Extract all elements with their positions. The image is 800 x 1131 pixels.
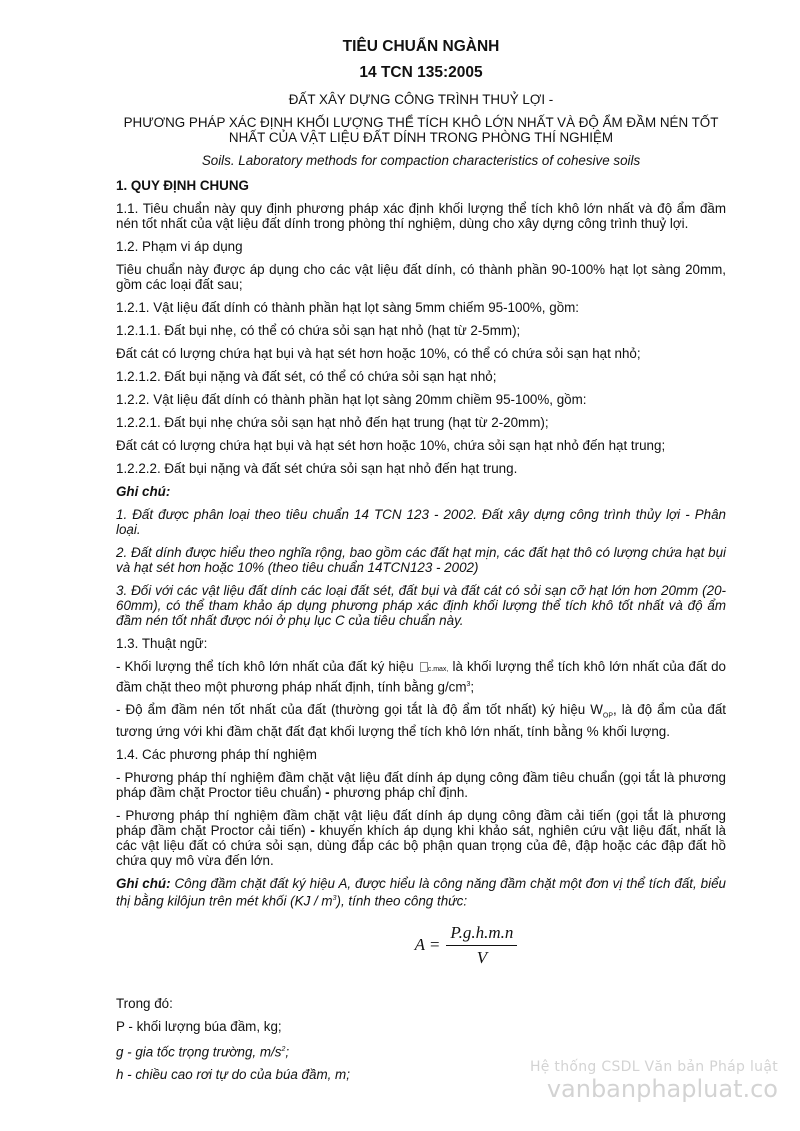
paragraph-1-2-1-2: 1.2.1.2. Đất bụi nặng và đất sét, có thể có chứa sỏi sạn hạt nhỏ; — [116, 369, 497, 384]
method-2-text-b: khuyến khích áp dụng khi khảo sát, nghiên cứu vật liệu đất, nhất là các vật liệu đất có chứa sỏi sạn, dùng đắp các bộ phận quan trọng của đê, đập hoặc các đập đất hồ chứa quy mô vừa đến lớn. — [116, 823, 726, 869]
method-2-dash: - — [310, 823, 315, 839]
subtitle-field: ĐẤT XÂY DỰNG CÔNG TRÌNH THUỶ LỢI - — [288, 92, 554, 107]
document-title: TIÊU CHUẨN NGÀNH — [342, 38, 500, 55]
method-standard — [116, 770, 726, 800]
watermark — [530, 1059, 778, 1103]
paragraph-1-2-2-1: 1.2.2.1. Đất bụi nhẹ chứa sỏi sạn hạt nhỏ đến hạt trung (hạt từ 2-20mm); — [116, 415, 549, 430]
watermark-line-1: Hệ thống CSDL Văn bản Pháp luật — [529, 1059, 778, 1075]
notes-heading: Ghi chú: — [116, 484, 171, 499]
watermark-line-2: vanbanphapluat.co — [546, 1075, 778, 1103]
method-modified — [116, 808, 726, 868]
term-1-text-a: - Khối lượng thể tích khô lớn nhất của đất ký hiệu — [116, 659, 418, 674]
formula-lhs: A = — [414, 935, 441, 955]
term-2-text-b: , là độ ẩm của đất tương ứng với khi đầm chặt đất đạt khối lượng thể tích khô lớn nhất, tính bằng % khối lượng. — [116, 702, 726, 740]
paragraph-1-1: 1.1. Tiêu chuẩn này quy định phương pháp xác định khối lượng thể tích khô lớn nhất và độ ẩm đầm nén tốt nhất của vật liệu đất dính trong phòng thí nghiệm, dùng cho xây dựng công trình thuỷ lợi. — [116, 201, 726, 231]
method-2-text-a: - Phương pháp thí nghiệm đầm chặt vật liệu đất dính áp dụng công đầm cải tiến (gọi tắt là phương pháp đầm chặt Proctor cải tiến) — [116, 808, 726, 839]
paragraph-sand-2: Đất cát có lượng chứa hạt bụi và hạt sét hơn hoặc 10%, chứa sỏi sạn hạt nhỏ đến hạt trung; — [116, 438, 666, 453]
method-note-label: Ghi chú: — [116, 876, 171, 892]
term-1-subscript: c.max, — [427, 666, 449, 673]
formula-denominator: V — [476, 947, 488, 967]
document-page — [116, 38, 726, 1090]
term-dry-density — [116, 659, 726, 694]
standard-code: 14 TCN 135:2005 — [359, 64, 483, 81]
method-note — [116, 876, 726, 908]
section-heading-1: 1. QUY ĐỊNH CHUNG — [116, 178, 249, 193]
methods-heading: 1.4. Các phương pháp thí nghiệm — [116, 747, 317, 763]
method-note-text-a: Công đầm chặt đất ký hiệu A, được hiểu là công năng đầm chặt một đơn vị thể tích đất, biểu thị bằng kilôjun trên mét khối (KJ / m — [116, 876, 726, 909]
method-1-text-a: - Phương pháp thí nghiệm đầm chặt vật liệu đất dính áp dụng công đầm tiêu chuẩn (gọi tắt là phương pháp đầm chặt Proctor tiêu chuẩn) — [116, 770, 726, 801]
paragraph-1-2-body: Tiêu chuẩn này được áp dụng cho các vật liệu đất dính, có thành phần 90-100% hạt lọt sàng 20mm, gồm các loại đất sau; — [116, 262, 726, 292]
density-symbol-icon — [420, 662, 428, 672]
term-2-text-a: - Độ ẩm đầm nén tốt nhất của đất (thường gọi tắt là độ ẩm tốt nhất) ký hiệu W — [116, 702, 603, 718]
method-note-text-b: ), tính theo công thức: — [336, 893, 468, 909]
where-g — [116, 1042, 726, 1059]
paragraph-1-2: 1.2. Phạm vi áp dụng — [116, 239, 243, 254]
term-optimal-moisture — [116, 702, 726, 739]
note-1: 1. Đất được phân loại theo tiêu chuẩn 14 TCN 123 - 2002. Đất xây dựng công trình thủy lợi - Phân loại. — [116, 507, 726, 537]
formula-fraction — [446, 923, 517, 968]
where-h: h - chiều cao rơi tự do của búa đầm, m; — [116, 1067, 350, 1083]
method-note-superscript: 3 — [332, 895, 337, 903]
method-1-text-b: phương pháp chỉ định. — [329, 785, 468, 801]
term-1-text-b: là khối lượng thể tích khô lớn nhất của đất do đầm chặt theo một phương pháp nhất định, tính bằng g/cm — [116, 659, 726, 695]
where-g-text-a: g - gia tốc trọng trường, m/s — [116, 1044, 282, 1060]
method-1-dash: - — [325, 785, 330, 801]
where-g-superscript: 2 — [281, 1045, 286, 1053]
paragraph-sand-1: Đất cát có lượng chứa hạt bụi và hạt sét hơn hoặc 10%, có thể có chứa sỏi sạn hạt nhỏ; — [116, 346, 641, 361]
paragraph-1-2-2: 1.2.2. Vật liệu đất dính có thành phần hạt lọt sàng 20mm chiềm 95-100%, gồm: — [116, 392, 587, 407]
subtitle-method: PHƯƠNG PHÁP XÁC ĐỊNH KHỐI LƯỢNG THỂ TÍCH KHÔ LỚN NHẤT VÀ ĐỘ ẨM ĐẦM NÉN TỐT NHẤT CỦA VẬT LIỆU ĐẤT DÍNH TRONG PHÒNG THÍ NGHIỆM — [123, 115, 719, 145]
note-2: 2. Đất dính được hiểu theo nghĩa rộng, bao gồm các đất hạt mịn, các đất hạt thô có lượng chứa hạt bụi và hạt sét hơn hoặc 10% (theo tiêu chuẩn 14TCN123 - 2002) — [116, 545, 726, 575]
term-2-subscript: OP — [602, 713, 614, 721]
where-g-text-b: ; — [285, 1044, 290, 1060]
paragraph-1-2-2-2: 1.2.2.2. Đất bụi nặng và đất sét chứa sỏi sạn hạt nhỏ đến hạt trung. — [116, 461, 518, 476]
term-1-superscript: 3 — [466, 681, 471, 688]
where-p: P - khối lượng búa đầm, kg; — [116, 1018, 282, 1034]
paragraph-1-2-1: 1.2.1. Vật liệu đất dính có thành phần hạt lọt sàng 5mm chiếm 95-100%, gồm: — [116, 300, 580, 315]
term-1-end: ; — [470, 679, 475, 695]
paragraph-1-2-1-1: 1.2.1.1. Đất bụi nhẹ, có thể có chứa sỏi sạn hạt nhỏ (hạt từ 2-5mm); — [116, 323, 521, 338]
english-title: Soils. Laboratory methods for compaction characteristics of cohesive soils — [201, 153, 641, 168]
compaction-formula — [116, 923, 726, 968]
formula-numerator: P.g.h.m.n — [446, 923, 517, 946]
note-3: 3. Đối với các vật liệu đất dính các loại đất sét, đất bụi và đất cát có sỏi sạn cỡ hạt lớn hơn 20mm (20-60mm), có thể tham khảo áp dụng phương pháp xác định khối lượng thể tích khô tốt nhất và độ ẩm đầm nén tốt nhất được nói ở phụ lục C của tiêu chuẩn này. — [116, 583, 726, 628]
terms-heading: 1.3. Thuật ngữ: — [116, 636, 208, 651]
where-heading: Trong đó: — [116, 995, 173, 1011]
